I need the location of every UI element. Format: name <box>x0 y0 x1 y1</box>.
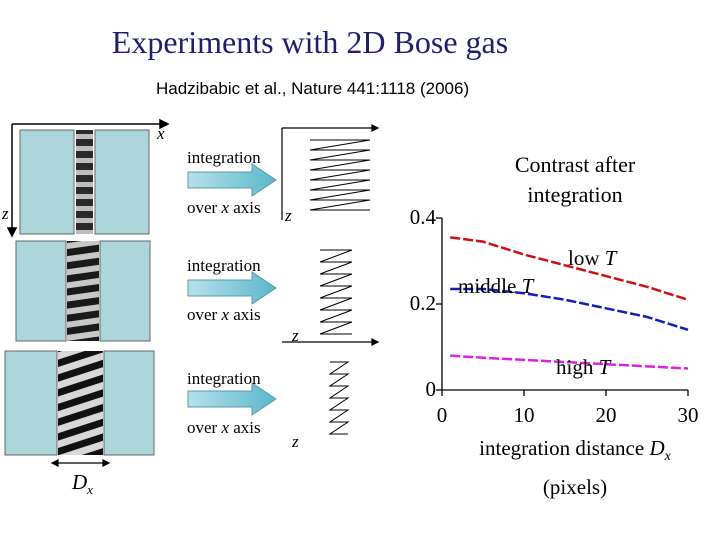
row1-line1: integration <box>187 148 261 167</box>
row3-line2: over x axis <box>187 418 261 437</box>
absorption-image-row-2 <box>16 241 150 341</box>
profile-trace-2 <box>320 250 352 334</box>
x-tick-label: 30 <box>677 403 699 427</box>
x-tick-label: 0 <box>436 403 448 427</box>
x-tick-label: 10 <box>513 403 535 427</box>
profile-trace-1 <box>310 140 370 210</box>
series-label: low T <box>568 246 617 270</box>
row3-line1: integration <box>187 369 261 388</box>
row1-line2: over x axis <box>187 198 261 217</box>
page-title: Experiments with 2D Bose gas <box>111 24 509 60</box>
x-axis-label: x <box>157 124 165 143</box>
absorption-image-row-3 <box>5 351 154 455</box>
y-tick-label: 0.2 <box>409 291 436 315</box>
x-tick-label: 20 <box>595 403 617 427</box>
row1-profile-axis: z <box>285 206 292 225</box>
integration-arrow-2 <box>188 272 276 304</box>
row2-profile-axis: z <box>292 326 299 345</box>
series-label: middle T <box>458 274 534 298</box>
row2-line1: integration <box>187 256 261 275</box>
x-axis-title: integration distance $D_x$ (pixels) <box>479 436 671 500</box>
integration-arrow-1 <box>188 164 276 196</box>
row3-profile-axis: z <box>292 432 299 451</box>
citation: Hadzibabic et al., Nature 441:1118 (2006) <box>156 79 470 98</box>
dx-label: $D_x$ <box>72 470 93 498</box>
y-tick-label: 0.4 <box>409 205 436 229</box>
absorption-image-row-1 <box>20 130 149 234</box>
profile-axes <box>282 125 378 345</box>
row2-line2: over x axis <box>187 305 261 324</box>
dx-bracket <box>52 460 109 466</box>
z-axis-label: z <box>2 204 9 223</box>
profile-trace-3 <box>330 362 348 434</box>
y-tick-label: 0 <box>425 377 436 401</box>
chart-title: Contrast after integration <box>514 152 636 207</box>
series-label: high T <box>556 355 611 379</box>
